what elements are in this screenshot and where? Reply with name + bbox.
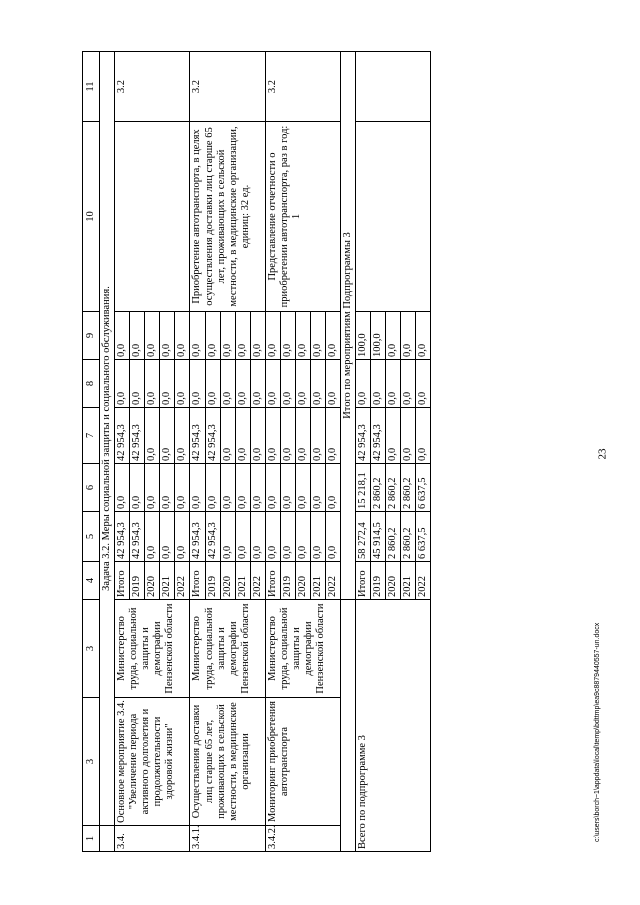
value-cell: 2 860,2 [386, 464, 401, 512]
table-row [115, 52, 130, 852]
subtotal-title: Итого по мероприятиям Подпрограммы 3 [341, 52, 356, 600]
total-label: Всего по подпрограмме 3 [356, 600, 431, 852]
value-cell: 0,0 [190, 360, 205, 408]
reference: 3.2 [115, 52, 190, 122]
value-cell: 2 860,2 [401, 464, 416, 512]
row-number: 3.4.1. [190, 826, 265, 852]
executor: Министерство труда, социальной защиты и демографии Пензенской области [190, 600, 265, 698]
value-cell: 0,0 [280, 408, 295, 464]
value-cell: 0,0 [295, 312, 310, 360]
value-cell: 0,0 [115, 312, 130, 360]
value-cell: 2022 [250, 562, 265, 600]
value-cell: 0,0 [401, 360, 416, 408]
value-cell: 0,0 [145, 512, 160, 562]
value-cell: 0,0 [175, 312, 190, 360]
value-cell: 0,0 [220, 312, 235, 360]
value-cell: 0,0 [250, 464, 265, 512]
value-cell: 0,0 [250, 512, 265, 562]
value-cell: 2 860,2 [401, 512, 416, 562]
value-cell: 0,0 [326, 408, 341, 464]
reference: 3.2 [190, 52, 265, 122]
value-cell: Итого [190, 562, 205, 600]
value-cell: 0,0 [205, 360, 220, 408]
value-cell: 0,0 [250, 408, 265, 464]
value-cell: 2019 [205, 562, 220, 600]
value-cell: 0,0 [220, 408, 235, 464]
value-cell: 2020 [295, 562, 310, 600]
value-cell: 0,0 [190, 464, 205, 512]
value-cell: 0,0 [326, 512, 341, 562]
row-number: 3.4.2. [265, 826, 340, 852]
value-cell: 0,0 [250, 312, 265, 360]
value-cell: 0,0 [416, 360, 431, 408]
value-cell: 0,0 [190, 312, 205, 360]
value-cell: 0,0 [265, 464, 280, 512]
value-cell: 0,0 [295, 360, 310, 408]
col-header: 3 [83, 600, 100, 698]
measure-name: Мониторинг приобретения автотранспорта [265, 698, 340, 826]
value-cell: 0,0 [416, 408, 431, 464]
value-cell: 45 914,5 [371, 512, 386, 562]
value-cell: 0,0 [326, 312, 341, 360]
value-cell: 2 860,2 [371, 464, 386, 512]
value-cell: 0,0 [235, 408, 250, 464]
table-container [82, 52, 552, 852]
value-cell: 0,0 [205, 464, 220, 512]
task-title: Задача 3.2. Меры социальной защиты и социального обслуживания. [100, 52, 115, 826]
value-cell: 2021 [310, 562, 325, 600]
value-cell: 15 218,1 [356, 464, 371, 512]
measure-name: Основное мероприятие 3.4. "Увеличение периода активного долголетия и продолжительности здоровой жизни" [115, 698, 190, 826]
value-cell: 0,0 [130, 464, 145, 512]
executor: Министерство труда, социальной защиты и демографии Пензенской области [265, 600, 340, 698]
value-cell: 0,0 [175, 408, 190, 464]
value-cell: 0,0 [130, 312, 145, 360]
value-cell: 0,0 [265, 408, 280, 464]
value-cell: 42 954,3 [115, 408, 130, 464]
header-row [83, 52, 100, 852]
value-cell: 0,0 [265, 512, 280, 562]
value-cell: 0,0 [401, 312, 416, 360]
value-cell: 42 954,3 [130, 512, 145, 562]
col-header: 7 [83, 408, 100, 464]
value-cell: 0,0 [205, 312, 220, 360]
value-cell: 0,0 [371, 360, 386, 408]
value-cell: 0,0 [160, 360, 175, 408]
value-cell: 0,0 [310, 408, 325, 464]
value-cell: 2022 [326, 562, 341, 600]
value-cell: 0,0 [235, 360, 250, 408]
value-cell: 0,0 [386, 360, 401, 408]
value-cell: 2 860,2 [386, 512, 401, 562]
value-cell: 42 954,3 [190, 512, 205, 562]
total-row [356, 52, 371, 852]
value-cell: 0,0 [280, 360, 295, 408]
value-cell: 42 954,3 [130, 408, 145, 464]
value-cell: 0,0 [175, 512, 190, 562]
executor: Министерство труда, социальной защиты и демографии Пензенской области [115, 600, 190, 698]
value-cell: 0,0 [295, 512, 310, 562]
value-cell: 100,0 [356, 312, 371, 360]
measure-name: Осуществления доставки лиц старше 65 лет, проживающих в сельской местности, в медицинские организации [190, 698, 265, 826]
value-cell: 0,0 [130, 360, 145, 408]
value-cell: 42 954,3 [371, 408, 386, 464]
value-cell: 0,0 [160, 408, 175, 464]
col-header: 10 [83, 122, 100, 312]
value-cell: 0,0 [115, 464, 130, 512]
col-header: 6 [83, 464, 100, 512]
value-cell: 0,0 [310, 312, 325, 360]
empty-cell [356, 122, 431, 312]
page-number: 23 [596, 448, 609, 460]
value-cell: 0,0 [145, 312, 160, 360]
value-cell: 0,0 [115, 360, 130, 408]
file-path-footer: c:\users\borch~1\appdata\local\temp\bdttmp\ea9c8879440557-un.docx [594, 622, 601, 842]
value-cell: 2021 [401, 562, 416, 600]
value-cell: 42 954,3 [205, 408, 220, 464]
value-cell: 0,0 [235, 512, 250, 562]
value-cell: 0,0 [326, 464, 341, 512]
reference: 3.2 [265, 52, 340, 122]
col-header: 11 [83, 52, 100, 122]
value-cell: 0,0 [401, 408, 416, 464]
value-cell: 0,0 [145, 408, 160, 464]
value-cell: 0,0 [280, 312, 295, 360]
value-cell: 0,0 [250, 360, 265, 408]
value-cell: 42 954,3 [205, 512, 220, 562]
value-cell: 0,0 [310, 360, 325, 408]
value-cell: 0,0 [265, 312, 280, 360]
value-cell: 2020 [220, 562, 235, 600]
value-cell: 0,0 [326, 360, 341, 408]
value-cell: 2022 [175, 562, 190, 600]
value-cell: 0,0 [175, 360, 190, 408]
empty-cell [356, 52, 431, 122]
row-number: 3.4. [115, 826, 190, 852]
value-cell: 2021 [160, 562, 175, 600]
value-cell: 2019 [130, 562, 145, 600]
value-cell: 0,0 [310, 512, 325, 562]
value-cell: 0,0 [280, 464, 295, 512]
empty-cell [100, 826, 115, 852]
value-cell: 2020 [386, 562, 401, 600]
col-header: 3 [83, 698, 100, 826]
value-cell: 0,0 [220, 464, 235, 512]
program-table [82, 51, 431, 852]
value-cell: 0,0 [145, 464, 160, 512]
rotated-page [82, 52, 552, 852]
col-header: 1 [83, 826, 100, 852]
table-row [265, 52, 280, 852]
value-cell: 6 637,5 [416, 512, 431, 562]
value-cell: 0,0 [265, 360, 280, 408]
value-cell: Итого [356, 562, 371, 600]
value-cell: 0,0 [175, 464, 190, 512]
indicator: Приобретение автотранспорта, в целях осуществления доставки лиц старше 65 лет, проживающих в сельской местности, в медицинские организации, единиц: 32 ед. [190, 122, 265, 312]
value-cell: 0,0 [145, 360, 160, 408]
value-cell: 0,0 [310, 464, 325, 512]
value-cell: 0,0 [235, 464, 250, 512]
value-cell: 0,0 [160, 312, 175, 360]
col-header: 4 [83, 562, 100, 600]
empty-cell [341, 600, 356, 852]
value-cell: 2022 [416, 562, 431, 600]
value-cell: Итого [265, 562, 280, 600]
value-cell: 42 954,3 [356, 408, 371, 464]
value-cell: 2019 [371, 562, 386, 600]
value-cell: 0,0 [280, 512, 295, 562]
indicator [115, 122, 190, 312]
value-cell: 100,0 [371, 312, 386, 360]
value-cell: 6 637,5 [416, 464, 431, 512]
value-cell: 0,0 [386, 312, 401, 360]
col-header: 5 [83, 512, 100, 562]
value-cell: 2020 [145, 562, 160, 600]
value-cell: 0,0 [295, 408, 310, 464]
value-cell: Итого [115, 562, 130, 600]
value-cell: 58 272,4 [356, 512, 371, 562]
value-cell: 0,0 [160, 464, 175, 512]
col-header: 9 [83, 312, 100, 360]
value-cell: 0,0 [220, 512, 235, 562]
col-header: 8 [83, 360, 100, 408]
value-cell: 0,0 [356, 360, 371, 408]
table-row [190, 52, 205, 852]
value-cell: 0,0 [295, 464, 310, 512]
value-cell: 0,0 [160, 512, 175, 562]
value-cell: 0,0 [386, 408, 401, 464]
indicator: Представление отчетности о приобретении автотранспорта, раз в год: 1 [265, 122, 340, 312]
value-cell: 0,0 [416, 312, 431, 360]
value-cell: 42 954,3 [115, 512, 130, 562]
value-cell: 2021 [235, 562, 250, 600]
value-cell: 42 954,3 [190, 408, 205, 464]
value-cell: 0,0 [220, 360, 235, 408]
value-cell: 2019 [280, 562, 295, 600]
value-cell: 0,0 [235, 312, 250, 360]
